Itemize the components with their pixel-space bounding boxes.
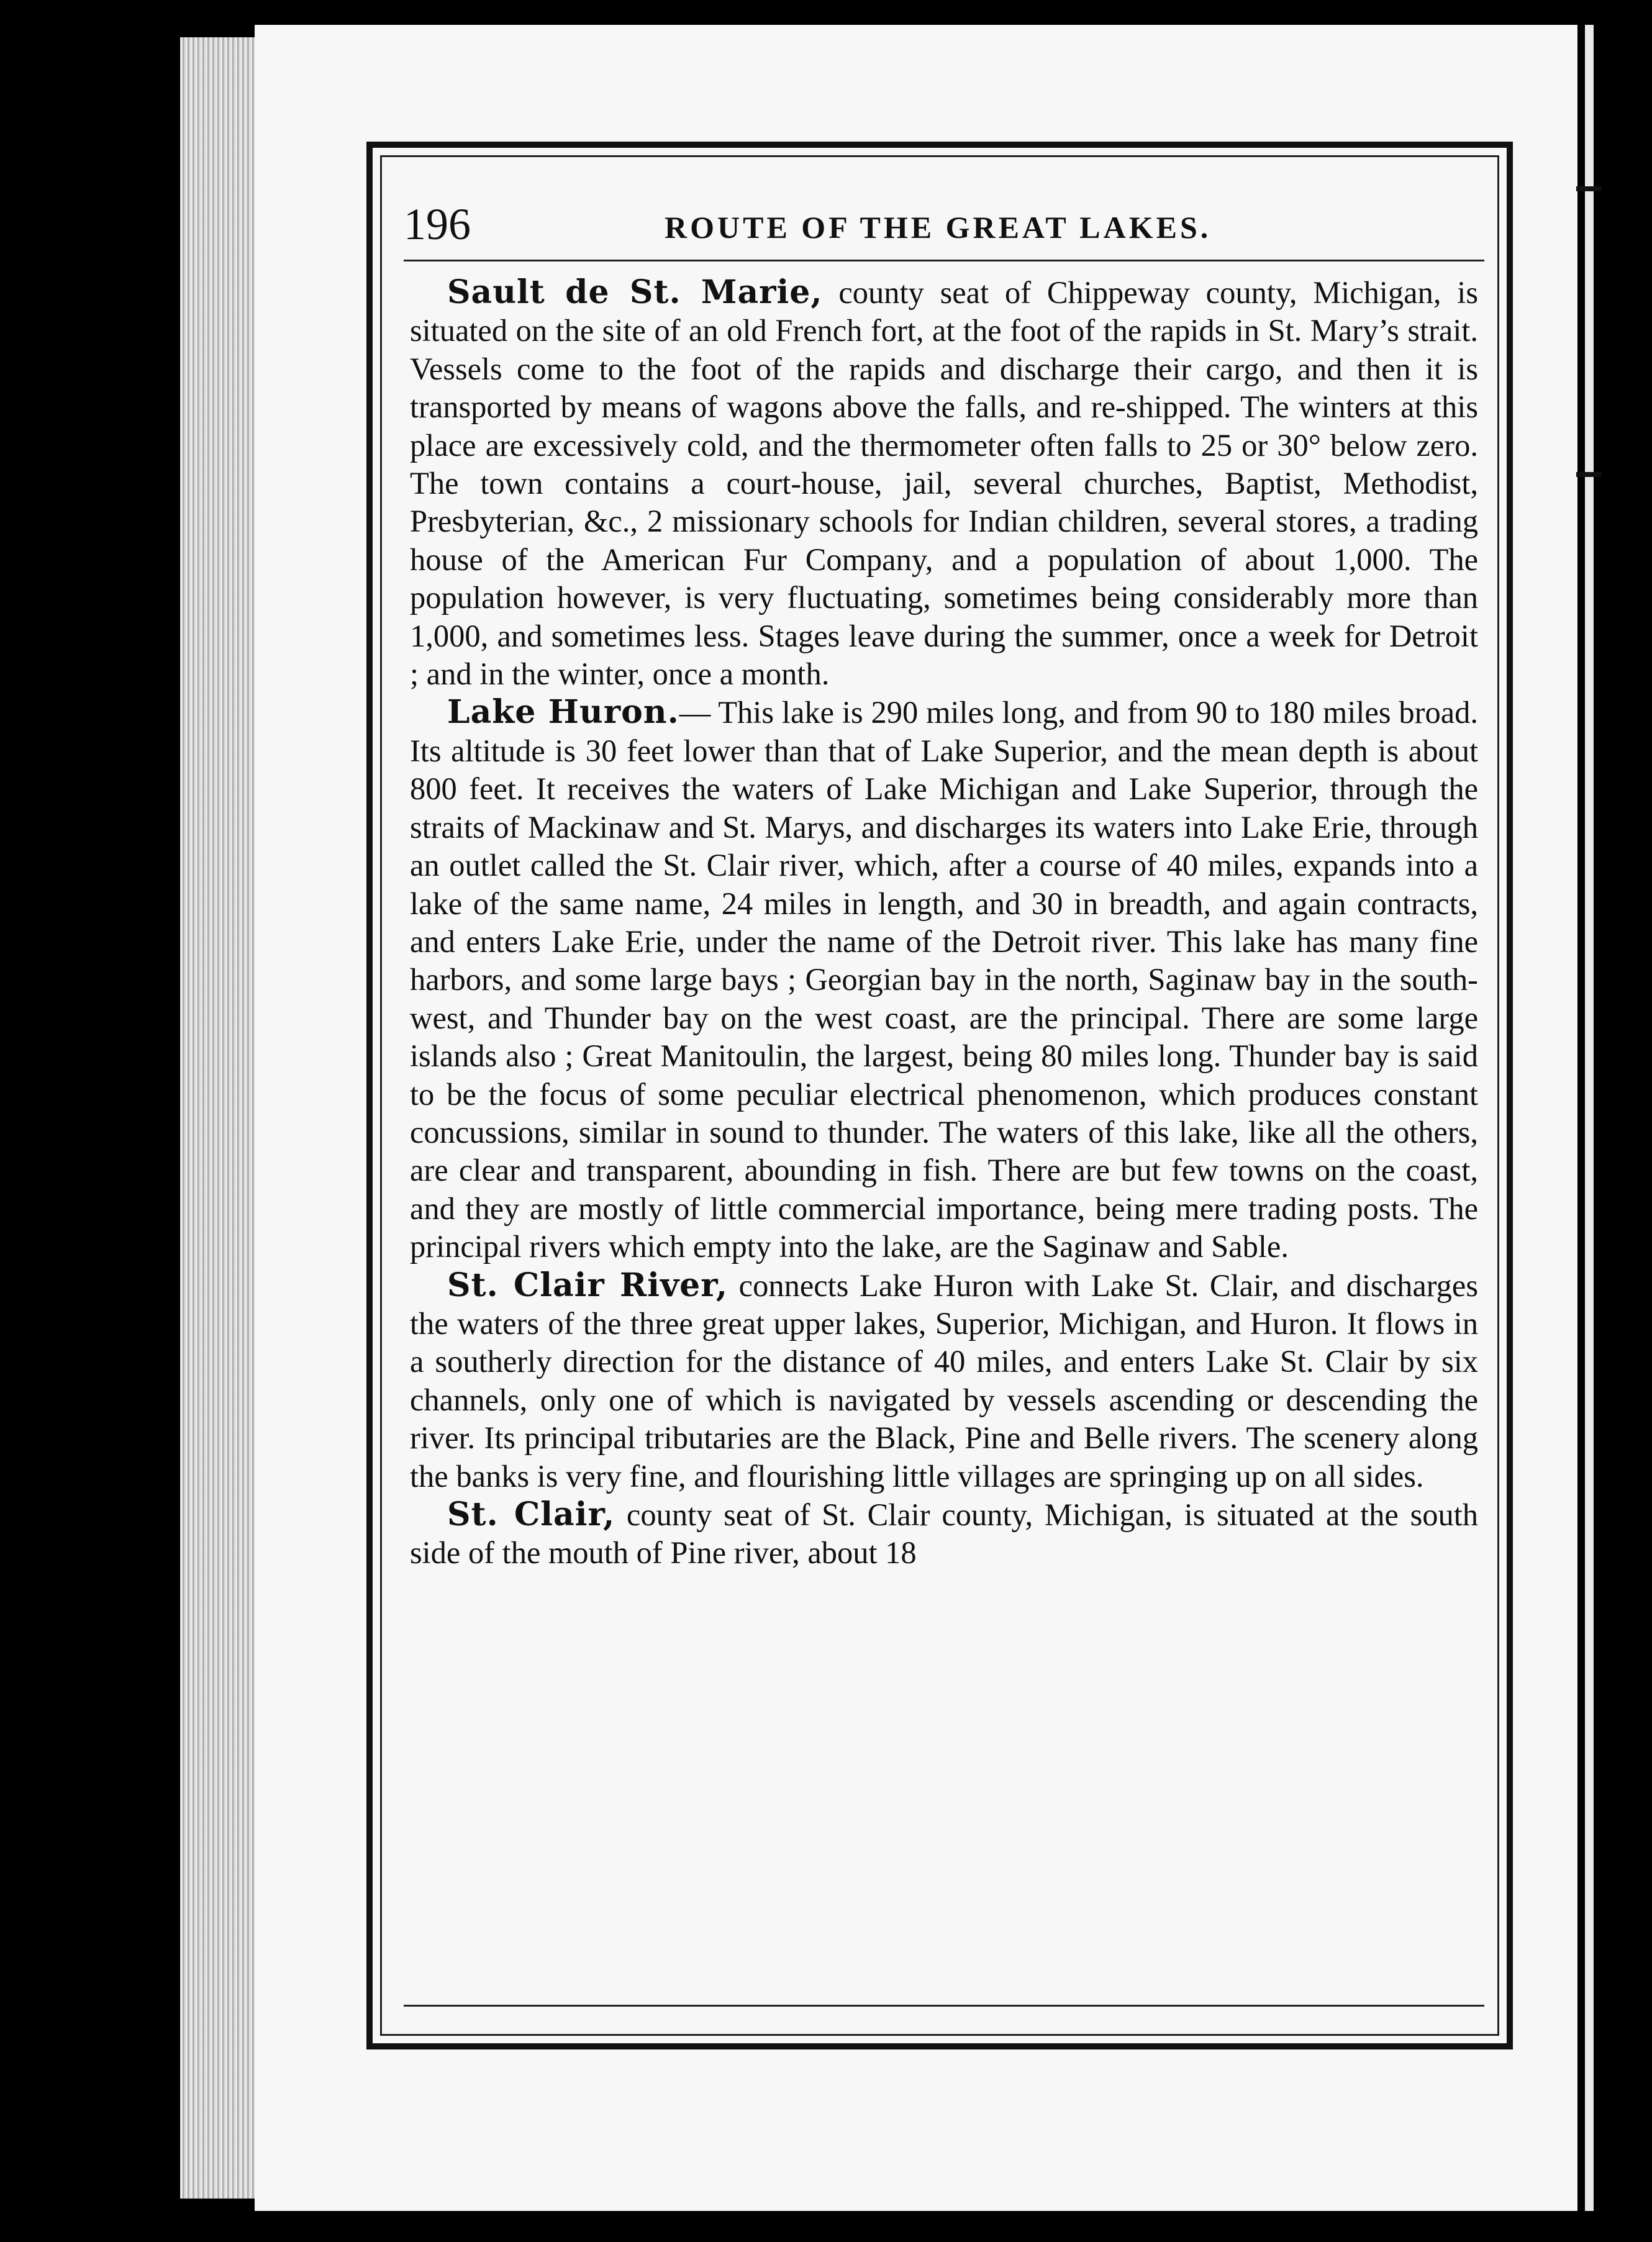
- page-header: [404, 196, 1484, 252]
- header-rule: [404, 260, 1484, 261]
- entry-title: St. Clair River,: [447, 1266, 728, 1304]
- binding-stitch-mark: [1576, 472, 1601, 477]
- body-text: [410, 273, 1478, 1573]
- binding-stitch-mark: [1576, 186, 1601, 191]
- entry-st-clair: [410, 1495, 1478, 1573]
- running-head: ROUTE OF THE GREAT LAKES.: [665, 210, 1212, 245]
- entry-st-clair-river: [410, 1266, 1478, 1495]
- entry-lake-huron: [410, 693, 1478, 1266]
- entry-text: connects Lake Huron with Lake St. Clair, and discharges the waters of the three great upper lakes, Superior, Michigan, and Huron. It flows in a southerly direction for the distance of 40 miles, and enters Lake St. Clair by six channels, only one of which is navigated by vessels ascending or descending the river. Its principal tributaries are the Black, Pine and Belle rivers. The scenery along the banks is very fine, and flourishing little villages are springing up on all sides.: [410, 1268, 1478, 1494]
- page-number: 196: [404, 199, 471, 249]
- entry-sault-de-st-marie: [410, 273, 1478, 693]
- entry-title: Lake Huron.: [447, 693, 679, 732]
- footer-rule: [404, 2005, 1484, 2007]
- book-page-edges: [180, 37, 261, 2199]
- entry-text: county seat of St. Clair county, Michigan, is situated at the south side of the mouth of Pine river, about 18: [410, 1497, 1478, 1571]
- entry-text: — This lake is 290 miles long, and from 90 to 180 miles broad. Its altitude is 30 feet lower than that of Lake Superior, and the mean depth is about 800 feet. It receives the waters of Lake Michigan and Lake Superior, through the straits of Mackinaw and St. Marys, and discharges its waters into Lake Erie, through an outlet called the St. Clair river, which, after a course of 40 miles, expands into a lake of the same name, 24 miles in length, and 30 in breadth, and again contracts, and enters Lake Erie, under the name of the Detroit river. This lake has many fine harbors, and some large bays ; Georgian bay in the north, Saginaw bay in the south-west, and Thunder bay on the west coast, are the principal. There are some large islands also ; Great Manitoulin, the largest, being 80 miles long. Thunder bay is said to be the focus of some peculiar electrical phenomenon, which produces constant concussions, similar in sound to thunder. The waters of this lake, like all the others, are clear and transparent, abounding in fish. There are but few towns on the coast, and they are mostly of little commercial importance, being mere trading posts. The principal rivers which empty into the lake, are the Saginaw and Sable.: [410, 695, 1478, 1264]
- entry-text: county seat of Chippeway county, Michigan, is situated on the site of an old French fort, at the foot of the rapids in St. Mary’s strait. Vessels come to the foot of the rapids and discharge their cargo, and then it is transported by means of wagons above the falls, and re-shipped. The winters at this place are excessively cold, and the thermometer often falls to 25 or 30° below zero. The town contains a court-house, jail, several churches, Baptist, Methodist, Presbyterian, &c., 2 missionary schools for Indian children, several stores, a trading house of the American Fur Company, and a population of about 1,000. The population however, is very fluctuating, sometimes being considerably more than 1,000, and sometimes less. Stages leave during the summer, once a week for Detroit ; and in the winter, once a month.: [410, 275, 1478, 692]
- entry-title: St. Clair,: [447, 1495, 615, 1533]
- binding-strip: [1585, 25, 1594, 2211]
- entry-title: Sault de St. Marie,: [447, 273, 823, 311]
